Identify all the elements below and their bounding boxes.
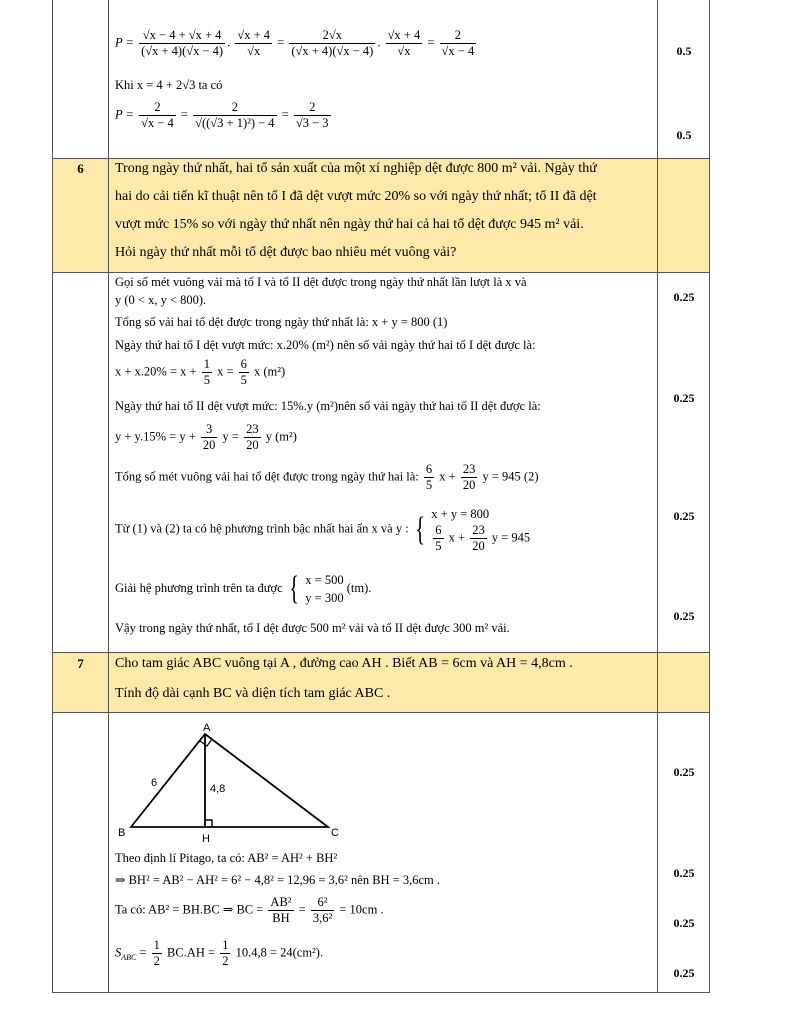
label-ah-length: 4,8	[210, 783, 226, 795]
column-divider	[657, 0, 658, 993]
score: 0.25	[673, 966, 695, 980]
q7-solution-line: $S_{ABC}$ = $\frac{1}{2}$ BC.AH = $\frac{1}{2}$ 10.4,8 = 24(cm²).	[115, 938, 324, 968]
label-a: A	[203, 722, 211, 734]
label-c: C	[331, 827, 339, 839]
triangle-abc	[131, 734, 328, 827]
row-divider	[53, 158, 709, 159]
q7-solution-line: Theo định lí Pitago, ta có: AB² = AH² + BH²	[115, 851, 338, 865]
q7-solution-line: Ta có: AB² = BH.BC ⇒ BC = $\frac{\text{AB²}}{BH}$ = $\frac{\text{6²}}{\text{3,6²}}$ = 10cm .	[115, 895, 384, 925]
q6-solution-line: Từ (1) và (2) ta có hệ phương trình bậc nhất hai ẩn x và y : { x + y = 800 $\frac{6}{5}$ x + $\frac{23}{20}$ y = 945	[115, 507, 531, 553]
q6-solution-line: Tổng số mét vuông vải hai tổ dệt được trong ngày thứ hai là: $\frac{6}{5}$ x + $\frac{23}{20}$ y = 945 (2)	[115, 462, 539, 492]
score: 0.5	[676, 44, 692, 58]
score: 0.25	[673, 509, 695, 523]
q6-question-line: Hỏi ngày thứ nhất mỗi tổ dệt được bao nhiêu mét vuông vải?	[115, 245, 457, 260]
score: 0.5	[676, 128, 692, 142]
label-ab-length: 6	[151, 777, 158, 789]
score: 0.25	[673, 290, 695, 304]
label-b: B	[118, 827, 126, 839]
q6-solution-line: Tổng số vải hai tổ dệt được trong ngày thứ nhất là: x + y = 800 (1)	[115, 315, 448, 329]
row-divider	[53, 712, 709, 713]
q6-solution-line: Giải hệ phương trình trên ta được { x = 500 y = 300 (tm).	[115, 570, 372, 607]
column-divider	[108, 0, 109, 993]
answer-table	[52, 0, 710, 993]
q6-solution-line: y + y.15% = y + $\frac{3}{20}$ y = $\frac{23}{20}$ y (m²)	[115, 422, 297, 452]
score: 0.25	[673, 866, 695, 880]
q6-solution-line: Vậy trong ngày thứ nhất, tổ I dệt được 500 m² vải và tổ II dệt được 300 m² vải.	[115, 621, 510, 635]
q6-solution-line: Ngày thứ hai tổ I dệt vượt mức: x.20% (m²) nên số vải ngày thứ hai tổ I dệt được là:	[115, 338, 536, 352]
score: 0.25	[673, 916, 695, 930]
score: 0.25	[673, 765, 695, 779]
q6-solution-line: Ngày thứ hai tổ II dệt vượt mức: 15%.y (m²)nên số vải ngày thứ hai tổ II dệt được là:	[115, 399, 541, 413]
q6-solution-line: Gọi số mét vuông vải mà tổ I và tổ II dệt được trong ngày thứ nhất lần lượt là x và	[115, 275, 527, 289]
score: 0.25	[673, 391, 695, 405]
q6-solution-line: x + x.20% = x + $\frac{1}{5}$ x = $\frac{6}{5}$ x (m²)	[115, 357, 286, 387]
score: 0.25	[673, 609, 695, 623]
question-number: 6	[77, 161, 84, 176]
right-angle-mark-a	[200, 739, 212, 746]
q6-solution-line: y (0 < x, y < 800).	[115, 293, 207, 307]
triangle-figure	[113, 720, 353, 845]
q7-question-line: Cho tam giác ABC vuông tại A , đường cao AH . Biết AB = 6cm và AH = 4,8cm .	[115, 656, 573, 671]
q5-line-3: P = $\frac{2}{√x - 4}$ = $\frac{2}{\text{√((√3 + 1)²) − 4}}$ = $\frac{2}{√3 - 3}$	[115, 100, 329, 130]
q6-question-line: hai do cải tiến kĩ thuật nên tổ I đã dệt vượt mức 20% so với ngày thứ nhất; tổ II đã dệt	[115, 189, 597, 204]
q5-line-1: P = $\frac{√x - 4 + √x + 4}{(√x + 4)(√x - 4)}$ . $\frac{√x + 4}{√x}$ = $\frac{2√x}{(√x + 4)(√x - 4)}$ . $\frac{√x + 4}{√x}$ = $\frac{2}{√x - 4}$	[115, 28, 475, 58]
row-divider	[53, 652, 709, 653]
label-h: H	[202, 833, 210, 845]
q6-question-line: vượt mức 15% so với ngày thứ nhất nên ngày thứ hai cả hai tổ dệt được 945 m² vải.	[115, 217, 584, 232]
row-divider	[53, 272, 709, 273]
q7-question-line: Tính độ dài cạnh BC và diện tích tam giác ABC .	[115, 686, 391, 701]
right-angle-mark-h	[205, 820, 212, 827]
q5-khi-line: Khi x = 4 + 2√3 ta có	[115, 78, 223, 92]
q6-question-line: Trong ngày thứ nhất, hai tổ sản xuất của một xí nghiệp dệt được 800 m² vải. Ngày thứ	[115, 161, 597, 176]
q7-solution-line: ⇒ BH² = AB² − AH² = 6² − 4,8² = 12,96 = 3,6² nên BH = 3,6cm .	[115, 873, 441, 887]
question-number: 7	[77, 656, 84, 671]
